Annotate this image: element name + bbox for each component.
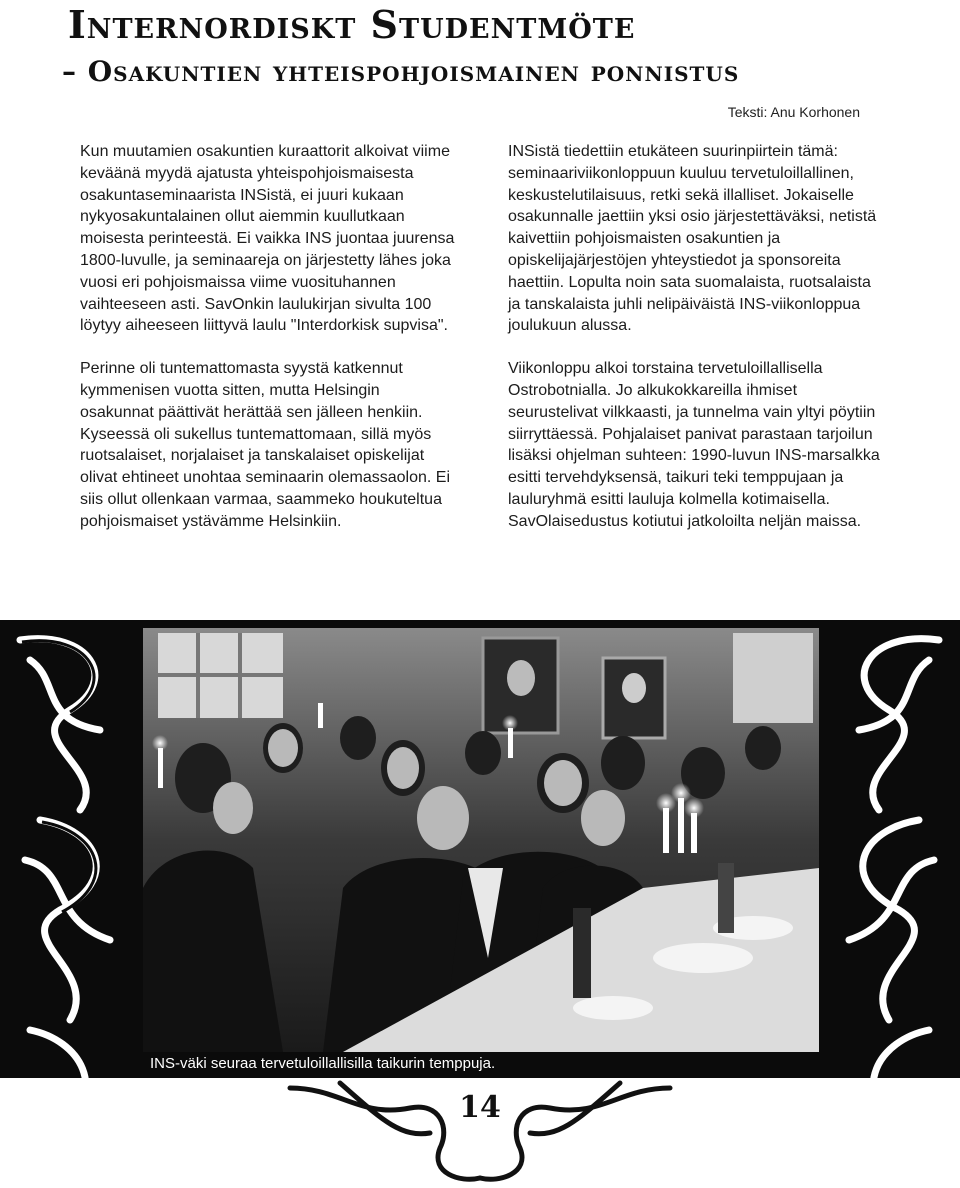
right-paragraph-2: Viikonloppu alkoi torstaina tervetuloillallisella Ostrobotnialla. Jo alkukokkareilla ihmiset seurustelivat vilkkaasti, ja tunnelma vain yltyi pöytiin siirryttäessä. Pohjalaiset panivat parastaan tarjoilun lisäksi ohjelman suhteen: 1990-luvun INS-marsalkka esitti tervehdyksensä, taikuri teki temppujaan ja lauluryhmä esitti lauluja kolmella kotimaisella. SavOlaisedustus kotiutui jatkoloilta neljän maissa.	[508, 360, 880, 530]
banquet-photo	[143, 628, 819, 1052]
article-title: Internordiskt Studentmöte	[68, 2, 636, 47]
left-paragraph-2: Perinne oli tuntemattomasta syystä katkennut kymmenisen vuotta sitten, mutta Helsingin osakunnat päättivät herättää sen jälleen henkiin. Kyseessä oli sukellus tuntemattomaan, sillä myös ruotsalaiset, norjalaiset ja tanskalaiset opiskelijat olivat ehtineet unohtaa seminaarin olemassaolon. Ei siis ollut ollenkaan varmaa, saammeko houkuteltua pohjoismaiset ystävämme Helsinkiin.	[80, 360, 451, 530]
banquet-photo-illustration	[143, 628, 819, 1052]
page-number: 14	[459, 1090, 501, 1125]
byline: Teksti: Anu Korhonen	[727, 104, 860, 120]
left-paragraph-1: Kun muutamien osakuntien kuraattorit alkoivat viime keväänä myydä ajatusta yhteispohjoismaisesta osakuntaseminaarista INSistä, ei juuri kukaan nykyosakuntalainen ollut aiemmin kuullutkaan moisesta perinteestä. Ei vaikka INS juontaa juurensa 1800-luvulle, ja seminaareja on järjestetty lähes joka vuosi eri pohjoismaissa viime vuosituhannen vaihteeseen asti. SavOnkin laulukirjan sivulta 100 löytyy aiheeseen liittyvä laulu "Interdorkisk supvisa".	[80, 143, 455, 335]
left-text-column	[80, 141, 455, 554]
article-subtitle: – Osakuntien yhteispohjoismainen ponnistus	[62, 55, 740, 88]
right-paragraph-1: INSistä tiedettiin etukäteen suurinpiirtein tämä: seminaariviikonloppuun kuuluu tervetuloillallinen, keskustelutilaisuus, retki sekä illalliset. Jokaiselle osakunnalle jaettiin yksi osio järjestettäväksi, netistä kaivettiin pohjoismaisten osakuntien ja opiskelijajärjestöjen yhteystiedot ja sponsoreita haettiin. Lopulta noin sata suomalaista, ruotsalaista ja tanskalaista juhli nelipäiväistä INS-viikonloppua joulukuun alussa.	[508, 143, 877, 335]
right-text-column	[508, 141, 883, 554]
photo-caption: INS-väki seuraa tervetuloillallisilla taikurin temppuja.	[150, 1055, 496, 1072]
